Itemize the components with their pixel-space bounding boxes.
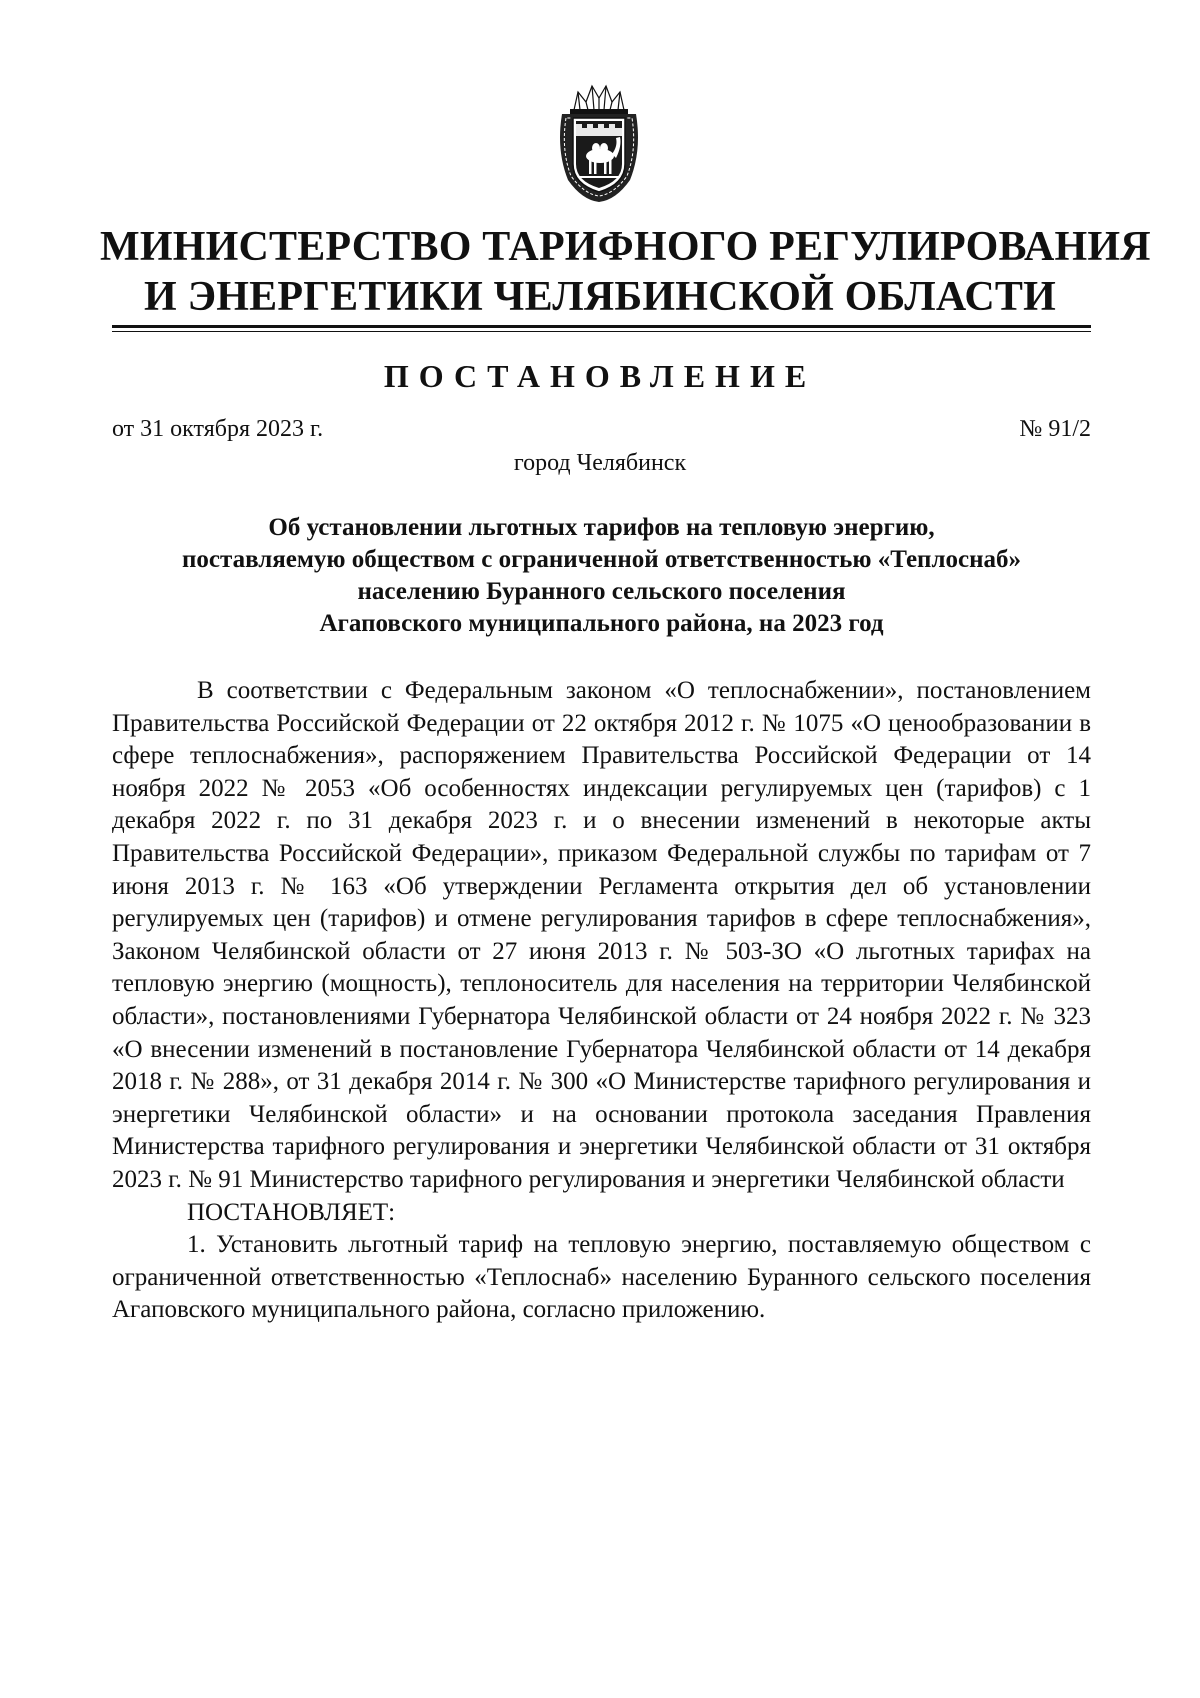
document-title-line: Агаповского муниципального района, на 2023 год <box>319 610 884 637</box>
document-date: от 31 октября 2023 г. <box>112 416 324 442</box>
decree-word: ПОСТАНОВЛЯЕТ: <box>187 1198 396 1226</box>
document-body <box>112 675 1091 1327</box>
ministry-name-line1: МИНИСТЕРСТВО ТАРИФНОГО РЕГУЛИРОВАНИЯ <box>100 224 1151 270</box>
resolution-item-1: 1. Установить льготный тариф на тепловую энергию, поставляемую обществом с ограниченной ответственностью «Теплоснаб» населению Буранного сельского поселения Агаповского муниципального района, согласно приложению. <box>112 1231 1091 1324</box>
date-number-line <box>112 414 1091 444</box>
document-title-line: поставляемую обществом с ограниченной ответственностью «Теплоснаб» <box>182 546 1021 573</box>
ministry-name-line2: И ЭНЕРГЕТИКИ ЧЕЛЯБИНСКОЙ ОБЛАСТИ <box>144 274 1056 320</box>
document-title-line: населению Буранного сельского поселения <box>357 578 846 605</box>
preamble-paragraph: В соответствии с Федеральным законом «О теплоснабжении», постановлением Правительства Российской Федерации от 22 октября 2012 г. № 1075 «О ценообразовании в сфере теплоснабжения», распоряжением Правительства Российской Федерации от 14 ноября 2022 № 2053 «Об особенностях индексации регулируемых цен (тарифов) с 1 декабря 2022 г. по 31 декабря 2023 г. и о внесении изменений в некоторые акты Правительства Российской Федерации», приказом Федеральной службы по тарифам от 7 июня 2013 г. № 163 «Об утверждении Регламента открытия дел об установлении регулируемых цен (тарифов) и отмене регулирования тарифов в сфере теплоснабжения», Законом Челябинской области от 27 июня 2013 г. № 503-ЗО «О льготных тарифах на тепловую энергию (мощность), теплоноситель для населения на территории Челябинской области», постановлениями Губернатора Челябинской области от 24 ноября 2022 г. № 323 «О внесении изменений в постановление Губернатора Челябинской области от 14 декабря 2018 г. № 288», от 31 декабря 2014 г. № 300 «О Министерстве тарифного регулирования и энергетики Челябинской области» и на основании протокола заседания Правления Министерства тарифного регулирования и энергетики Челябинской области от 31 октября 2023 г. № 91 Министерство тарифного регулирования и энергетики Челябинской области <box>112 677 1091 1193</box>
header-divider-thick <box>112 325 1091 328</box>
header-divider-thin <box>112 331 1091 332</box>
ministry-name <box>100 222 1151 322</box>
document-city: город Челябинск <box>513 450 687 476</box>
document-title-line: Об установлении льготных тарифов на тепловую энергию, <box>268 514 935 541</box>
document-type: ПОСТАНОВЛЕНИЕ <box>383 358 817 394</box>
document-title <box>112 512 1091 640</box>
document-number: № 91/2 <box>1019 416 1091 442</box>
chelyabinsk-region-coat-of-arms-icon <box>556 80 642 204</box>
